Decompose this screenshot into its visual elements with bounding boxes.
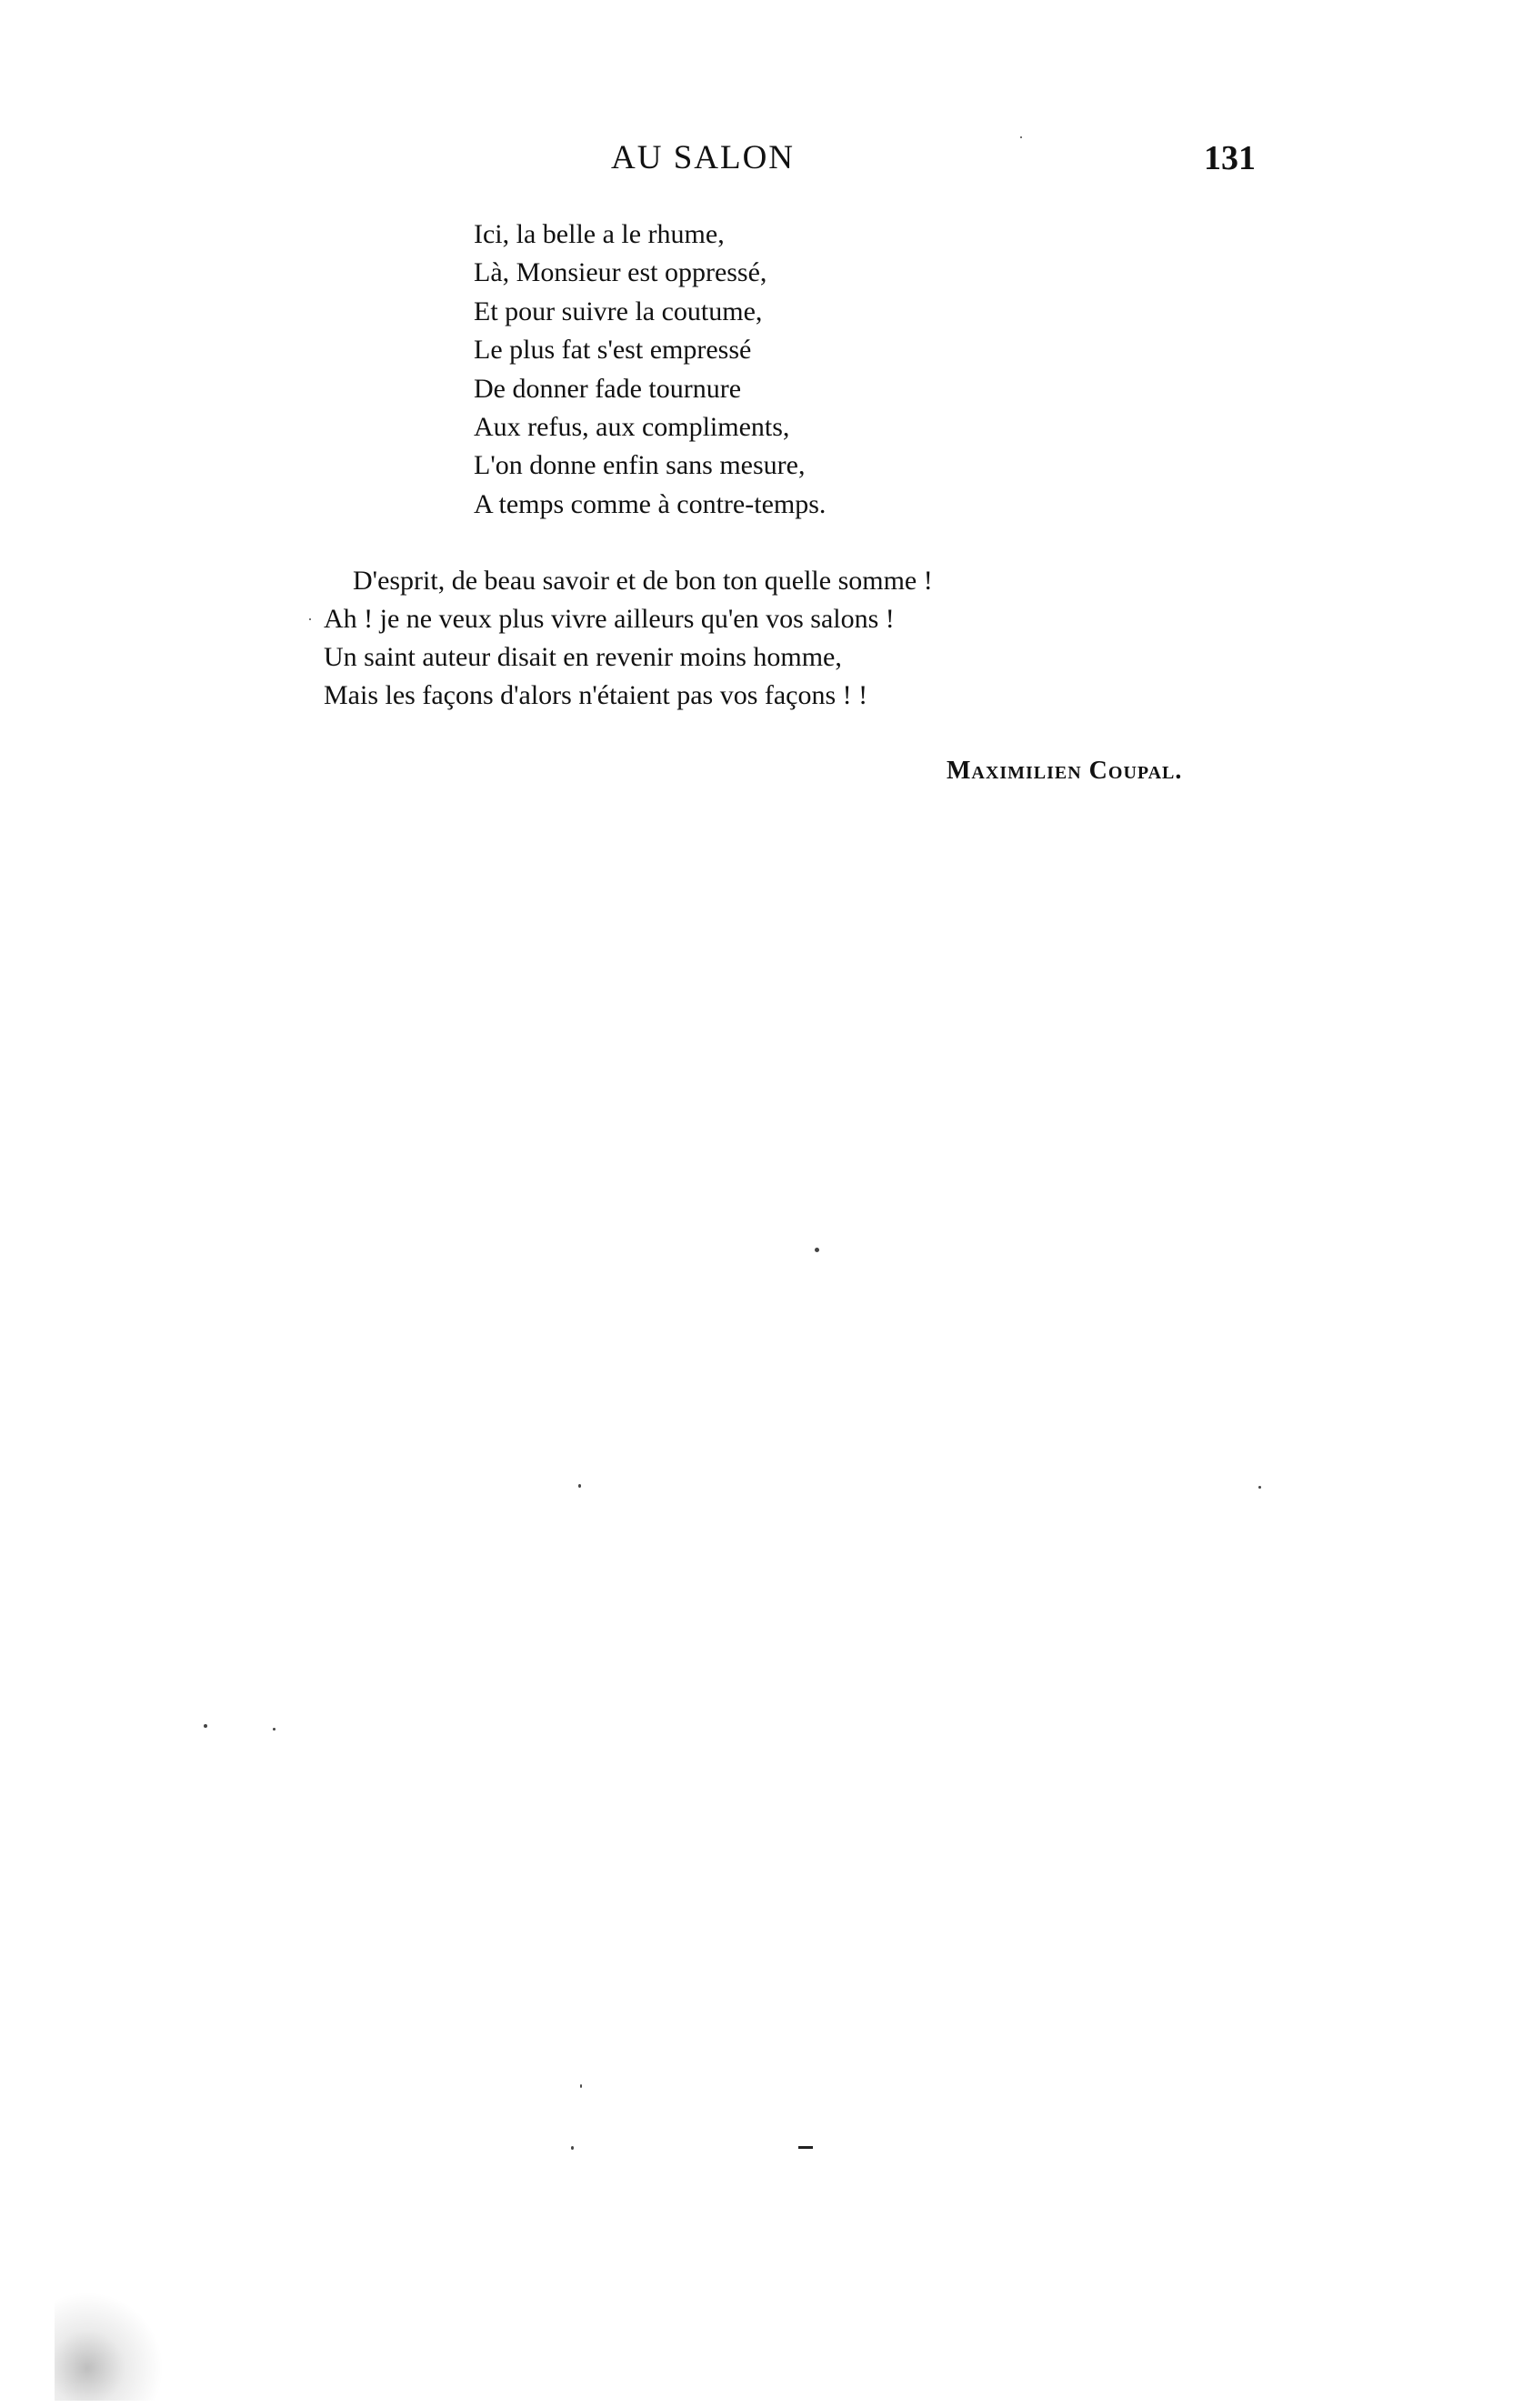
poem-line: Là, Monsieur est oppressé, xyxy=(474,257,767,288)
poem-line: Le plus fat s'est empressé xyxy=(474,335,752,366)
running-head xyxy=(0,138,1533,193)
poem-line: Aux refus, aux compliments, xyxy=(474,411,790,442)
poem-line: Et pour suivre la coutume, xyxy=(474,296,763,326)
page-number: 131 xyxy=(1204,139,1256,177)
poem-line: Ici, la belle a le rhume, xyxy=(474,219,725,249)
poem-line: A temps comme à contre-temps. xyxy=(474,488,827,519)
scan-dash xyxy=(798,2146,813,2149)
scan-speck xyxy=(578,1484,581,1488)
poem-line: Ah ! je ne veux plus vivre ailleurs qu'en vos salons ! xyxy=(324,604,895,634)
scan-speck xyxy=(815,1248,819,1252)
poem-line: D'esprit, de beau savoir et de bon ton quelle somme ! xyxy=(353,566,933,596)
poem-line: Un saint auteur disait en revenir moins homme, xyxy=(324,642,842,672)
scan-speck xyxy=(1020,136,1022,138)
poem-closing-quatrain xyxy=(324,562,933,715)
poem-line: De donner fade tournure xyxy=(474,373,742,404)
scan-speck xyxy=(1258,1486,1261,1489)
running-title: AU SALON xyxy=(611,139,796,176)
scan-speck xyxy=(580,2084,582,2088)
scan-speck xyxy=(204,1724,207,1728)
scan-speck xyxy=(309,618,311,620)
scan-speck xyxy=(571,2146,574,2150)
poem-line: Mais les façons d'alors n'étaient pas vos façons ! ! xyxy=(324,680,868,710)
scan-speck xyxy=(273,1728,276,1731)
poem-line: L'on donne enfin sans mesure, xyxy=(474,450,806,481)
scan-noise xyxy=(55,2292,164,2401)
author-signature: Maximilien Coupal. xyxy=(947,757,1183,785)
poem-stanza xyxy=(474,216,826,524)
